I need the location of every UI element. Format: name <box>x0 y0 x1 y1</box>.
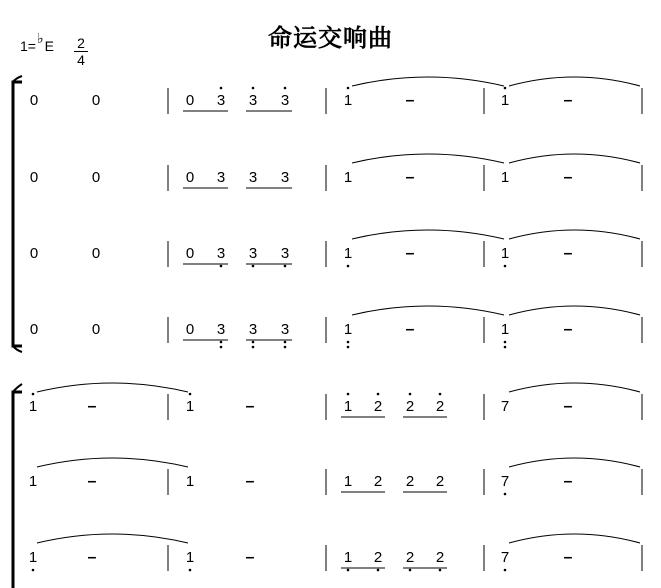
sustain-dash: – <box>245 398 255 415</box>
note: 7 <box>500 549 510 566</box>
system-bracket <box>13 392 22 588</box>
octave-dot <box>347 569 350 572</box>
octave-dot <box>284 346 287 349</box>
note: 2 <box>373 473 383 490</box>
octave-dot <box>189 569 192 572</box>
note: 3 <box>248 92 258 109</box>
note: 3 <box>280 92 290 109</box>
sustain-dash: – <box>87 398 97 415</box>
note: 1 <box>185 473 195 490</box>
octave-dot <box>409 393 412 396</box>
octave-dot <box>252 341 255 344</box>
tie-slur <box>352 230 504 239</box>
note: 3 <box>248 245 258 262</box>
note: 1 <box>343 473 353 490</box>
note: 1 <box>185 398 195 415</box>
note: 1 <box>343 245 353 262</box>
note: 2 <box>405 398 415 415</box>
note: 2 <box>435 473 445 490</box>
sustain-dash: – <box>87 549 97 566</box>
octave-dot <box>504 341 507 344</box>
tie-slur <box>37 458 188 467</box>
note: 0 <box>185 169 195 186</box>
note: 0 <box>91 92 101 109</box>
octave-dot <box>347 346 350 349</box>
sustain-dash: – <box>245 549 255 566</box>
key-letter: E <box>44 38 54 54</box>
note: 1 <box>28 549 38 566</box>
sustain-dash: – <box>405 92 415 109</box>
note: 1 <box>343 92 353 109</box>
tie-slur <box>509 534 640 543</box>
note: 3 <box>248 321 258 338</box>
octave-dot <box>377 569 380 572</box>
note: 3 <box>216 245 226 262</box>
note: 3 <box>280 321 290 338</box>
note: 1 <box>343 549 353 566</box>
flat-sign-icon: ♭ <box>36 30 44 46</box>
tie-slur <box>509 154 640 163</box>
tie-slur <box>509 230 640 239</box>
note: 7 <box>500 473 510 490</box>
note: 3 <box>216 169 226 186</box>
tie-slur <box>352 306 504 315</box>
sustain-dash: – <box>563 398 573 415</box>
octave-dot <box>189 393 192 396</box>
octave-dot <box>252 265 255 268</box>
octave-dot <box>220 87 223 90</box>
sustain-dash: – <box>563 169 573 186</box>
time-signature-numerator: 2 <box>74 35 88 52</box>
octave-dot <box>504 265 507 268</box>
sustain-dash: – <box>405 321 415 338</box>
sustain-dash: – <box>563 245 573 262</box>
note: 2 <box>373 549 383 566</box>
note: 1 <box>500 321 510 338</box>
octave-dot <box>504 493 507 496</box>
tie-slur <box>509 306 640 315</box>
octave-dot <box>504 346 507 349</box>
note: 1 <box>343 321 353 338</box>
sustain-dash: – <box>405 169 415 186</box>
octave-dot <box>252 346 255 349</box>
octave-dot <box>284 341 287 344</box>
octave-dot <box>347 87 350 90</box>
note: 1 <box>500 245 510 262</box>
octave-dot <box>284 87 287 90</box>
octave-dot <box>220 265 223 268</box>
sustain-dash: – <box>563 321 573 338</box>
note: 2 <box>405 473 415 490</box>
note: 0 <box>185 92 195 109</box>
note: 1 <box>28 398 38 415</box>
sustain-dash: – <box>405 245 415 262</box>
octave-dot <box>284 265 287 268</box>
sustain-dash: – <box>563 473 573 490</box>
note: 0 <box>91 169 101 186</box>
octave-dot <box>32 393 35 396</box>
tie-slur <box>37 383 188 392</box>
tie-slur <box>352 77 504 86</box>
octave-dot <box>439 569 442 572</box>
note: 1 <box>500 169 510 186</box>
key-prefix: 1= <box>20 38 36 54</box>
note: 1 <box>500 92 510 109</box>
note: 0 <box>91 321 101 338</box>
tie-slur <box>509 383 640 392</box>
octave-dot <box>377 393 380 396</box>
note: 0 <box>29 245 39 262</box>
sustain-dash: – <box>563 92 573 109</box>
tie-slur <box>509 77 640 86</box>
octave-dot <box>220 341 223 344</box>
tie-slur <box>37 534 188 543</box>
note: 0 <box>185 245 195 262</box>
score-title: 命运交响曲 <box>268 24 393 52</box>
note: 1 <box>343 169 353 186</box>
note: 0 <box>29 321 39 338</box>
note: 2 <box>435 398 445 415</box>
note: 3 <box>216 92 226 109</box>
note: 0 <box>29 169 39 186</box>
note: 2 <box>405 549 415 566</box>
note: 3 <box>280 245 290 262</box>
note: 2 <box>435 549 445 566</box>
tie-slur <box>509 458 640 467</box>
octave-dot <box>32 569 35 572</box>
sustain-dash: – <box>563 549 573 566</box>
note: 0 <box>91 245 101 262</box>
note: 0 <box>185 321 195 338</box>
octave-dot <box>504 569 507 572</box>
octave-dot <box>504 87 507 90</box>
note: 1 <box>28 473 38 490</box>
note: 0 <box>29 92 39 109</box>
octave-dot <box>252 87 255 90</box>
octave-dot <box>409 569 412 572</box>
time-signature-denominator: 4 <box>77 52 85 68</box>
tie-slur <box>352 154 504 163</box>
note: 3 <box>248 169 258 186</box>
octave-dot <box>439 393 442 396</box>
note: 1 <box>185 549 195 566</box>
octave-dot <box>347 341 350 344</box>
note: 2 <box>373 398 383 415</box>
octave-dot <box>220 346 223 349</box>
octave-dot <box>347 393 350 396</box>
note: 3 <box>216 321 226 338</box>
octave-dot <box>347 265 350 268</box>
sustain-dash: – <box>245 473 255 490</box>
note: 1 <box>343 398 353 415</box>
note: 7 <box>500 398 510 415</box>
sustain-dash: – <box>87 473 97 490</box>
note: 3 <box>280 169 290 186</box>
system-bracket <box>13 82 22 346</box>
